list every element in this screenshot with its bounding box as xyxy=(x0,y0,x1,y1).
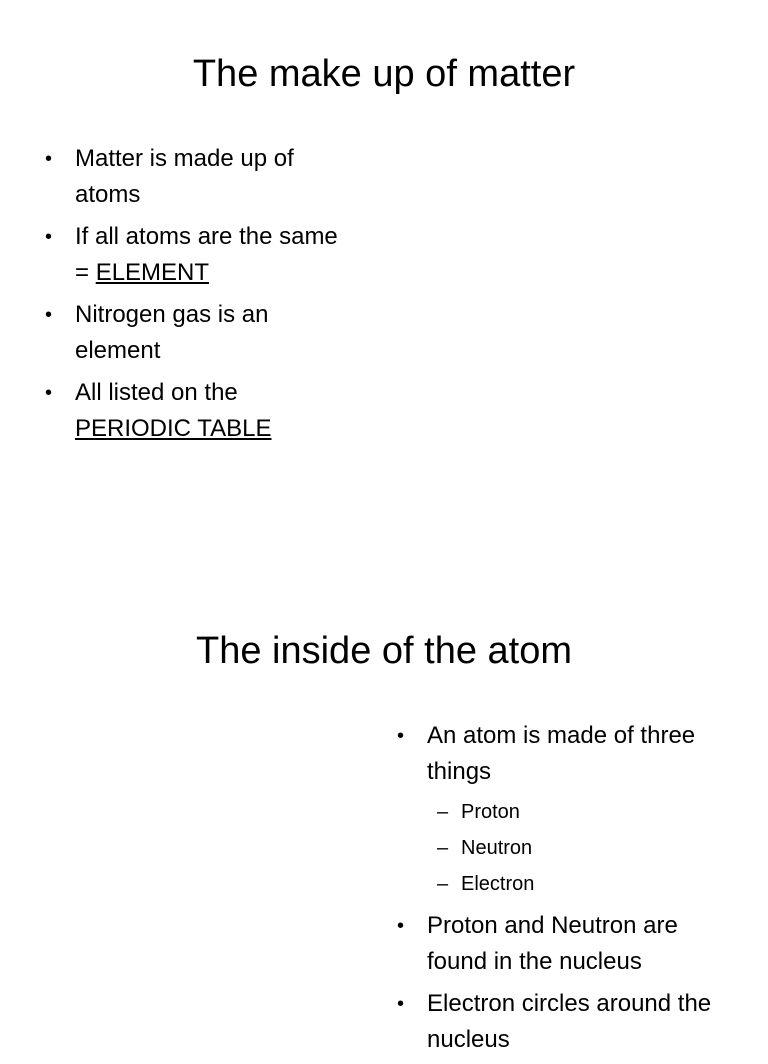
bullet-text: If all atoms are the same = xyxy=(75,223,338,286)
sub-bullet-item xyxy=(427,794,727,830)
slide-1-title: The make up of matter xyxy=(192,53,576,95)
bullet-text: All listed on the xyxy=(75,379,238,406)
sub-bullet-text: Neutron xyxy=(461,837,533,859)
bullet-icon: • xyxy=(397,915,405,937)
bullet-icon: • xyxy=(397,993,405,1015)
bullet-icon: • xyxy=(45,304,53,326)
bullet-text: Matter is made up of atoms xyxy=(75,145,294,208)
slide-2 xyxy=(0,512,768,1053)
bullet-icon: • xyxy=(397,725,405,747)
bullet-icon: • xyxy=(45,148,53,170)
underlined-term: ELEMENT xyxy=(95,259,210,286)
slide-1-bullet-list xyxy=(45,141,345,453)
dash-icon: – xyxy=(437,873,449,895)
dash-icon: – xyxy=(437,837,449,859)
sub-bullet-item xyxy=(427,866,727,902)
slide-1 xyxy=(0,0,768,512)
bullet-text: Nitrogen gas is an element xyxy=(75,301,269,364)
bullet-item xyxy=(45,375,345,447)
sub-bullet-item xyxy=(427,830,727,866)
bullet-item xyxy=(397,986,727,1058)
bullet-text: An atom is made of three things xyxy=(427,722,696,785)
bullet-item xyxy=(45,219,345,291)
dash-icon: – xyxy=(437,801,449,823)
slide-2-bullet-list xyxy=(397,718,727,1064)
sub-bullet-text: Proton xyxy=(461,801,520,823)
bullet-icon: • xyxy=(45,226,53,248)
bullet-text: Proton and Neutron are found in the nucleus xyxy=(427,912,678,975)
slide-2-title: The inside of the atom xyxy=(196,630,572,672)
sub-bullet-list xyxy=(427,794,727,902)
bullet-item xyxy=(45,141,345,213)
bullet-icon: • xyxy=(45,382,53,404)
bullet-item xyxy=(397,718,727,902)
bullet-item xyxy=(397,908,727,980)
bullet-text: Electron circles around the nucleus xyxy=(427,990,712,1053)
bullet-item xyxy=(45,297,345,369)
underlined-term: PERIODIC TABLE xyxy=(75,415,272,442)
sub-bullet-text: Electron xyxy=(461,873,535,895)
